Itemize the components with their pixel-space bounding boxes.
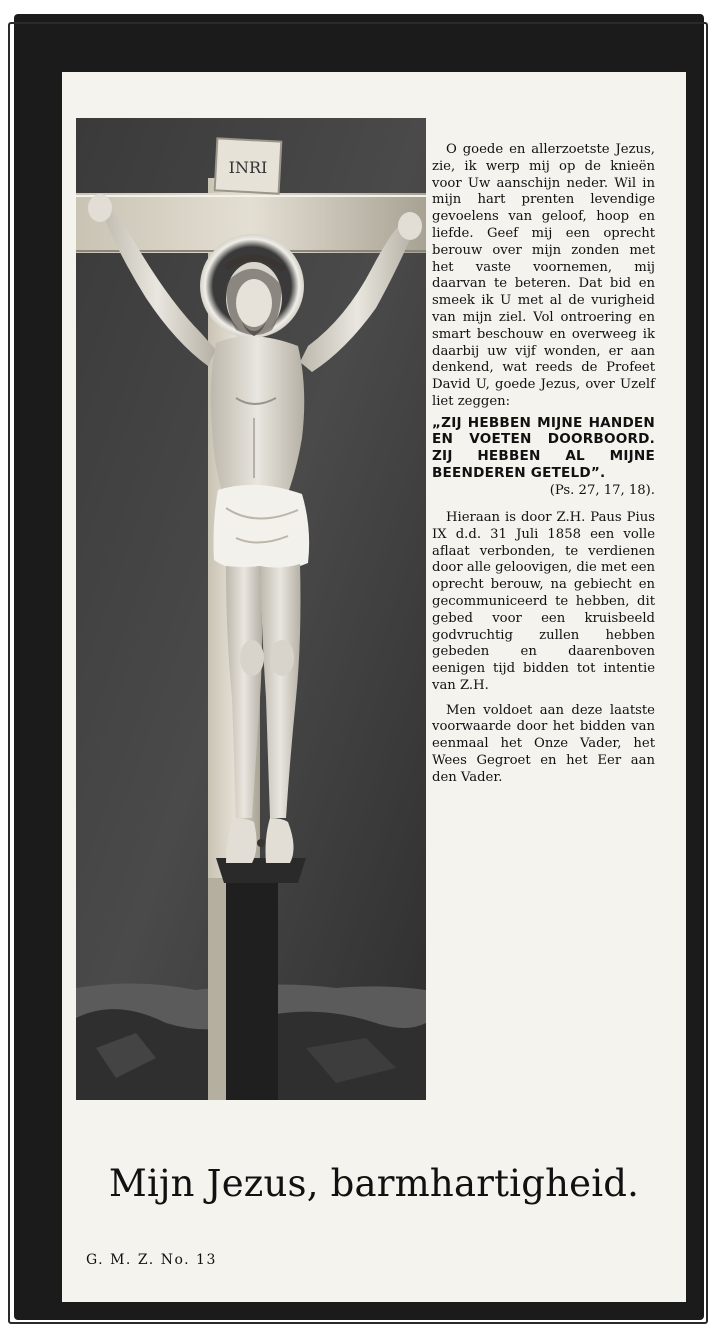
indulgence-paragraph: Hieraan is door Z.H. Paus Pius IX d.d. 31 Juli 1858 een volle aflaat verbonden, te verdienen door alle geloovigen, die met een oprecht berouw, na gebiecht en gecommuniceerd te hebben, dit gebed voor een kruisbeeld godvruchtig zullen hebben gebeden en daarenboven eenigen tijd bidden tot intentie van Z.H. xyxy=(432,509,655,693)
prayer-card xyxy=(62,72,686,1302)
prayer-paragraph: O goede en allerzoetste Jezus, zie, ik werp mij op de knieën voor Uw aanschijn neder. Wil in mijn hart prenten levendige gevoelens van geloof, hoop en liefde. Geef mij een oprecht berouw over mijn zonden met het vaste voornemen, mij daarvan te beteren. Dat bid en smeek ik U met al de vurigheid van mijn ziel. Vol ontroering en smart beschouw en overweeg ik daarbij uw vijf wonden, er aan denkend, wat reeds de Profeet David U, goede Jezus, over Uzelf liet zeggen: xyxy=(432,142,655,409)
motto-heading: Mijn Jezus, barmhartigheid. xyxy=(108,1162,640,1205)
psalm-reference: (Ps. 27, 17, 18). xyxy=(549,483,655,499)
inri-inscription: INRI xyxy=(228,158,268,177)
psalm-quote: „ZIJ HEBBEN MIJNE HANDEN EN VOETEN DOORBOORD. ZIJ HEBBEN AL MIJNE BEENDEREN GETELD”. xyxy=(432,414,655,481)
publisher-code: G. M. Z. No. 13 xyxy=(86,1252,217,1268)
condition-paragraph: Men voldoet aan deze laatste voorwaarde door het bidden van eenmaal het Onze Vader, het Wees Gegroet en het Eer aan den Vader. xyxy=(432,702,655,785)
mourning-border xyxy=(14,14,704,1320)
prayer-text xyxy=(432,142,655,791)
crucifix-image xyxy=(76,118,426,1100)
